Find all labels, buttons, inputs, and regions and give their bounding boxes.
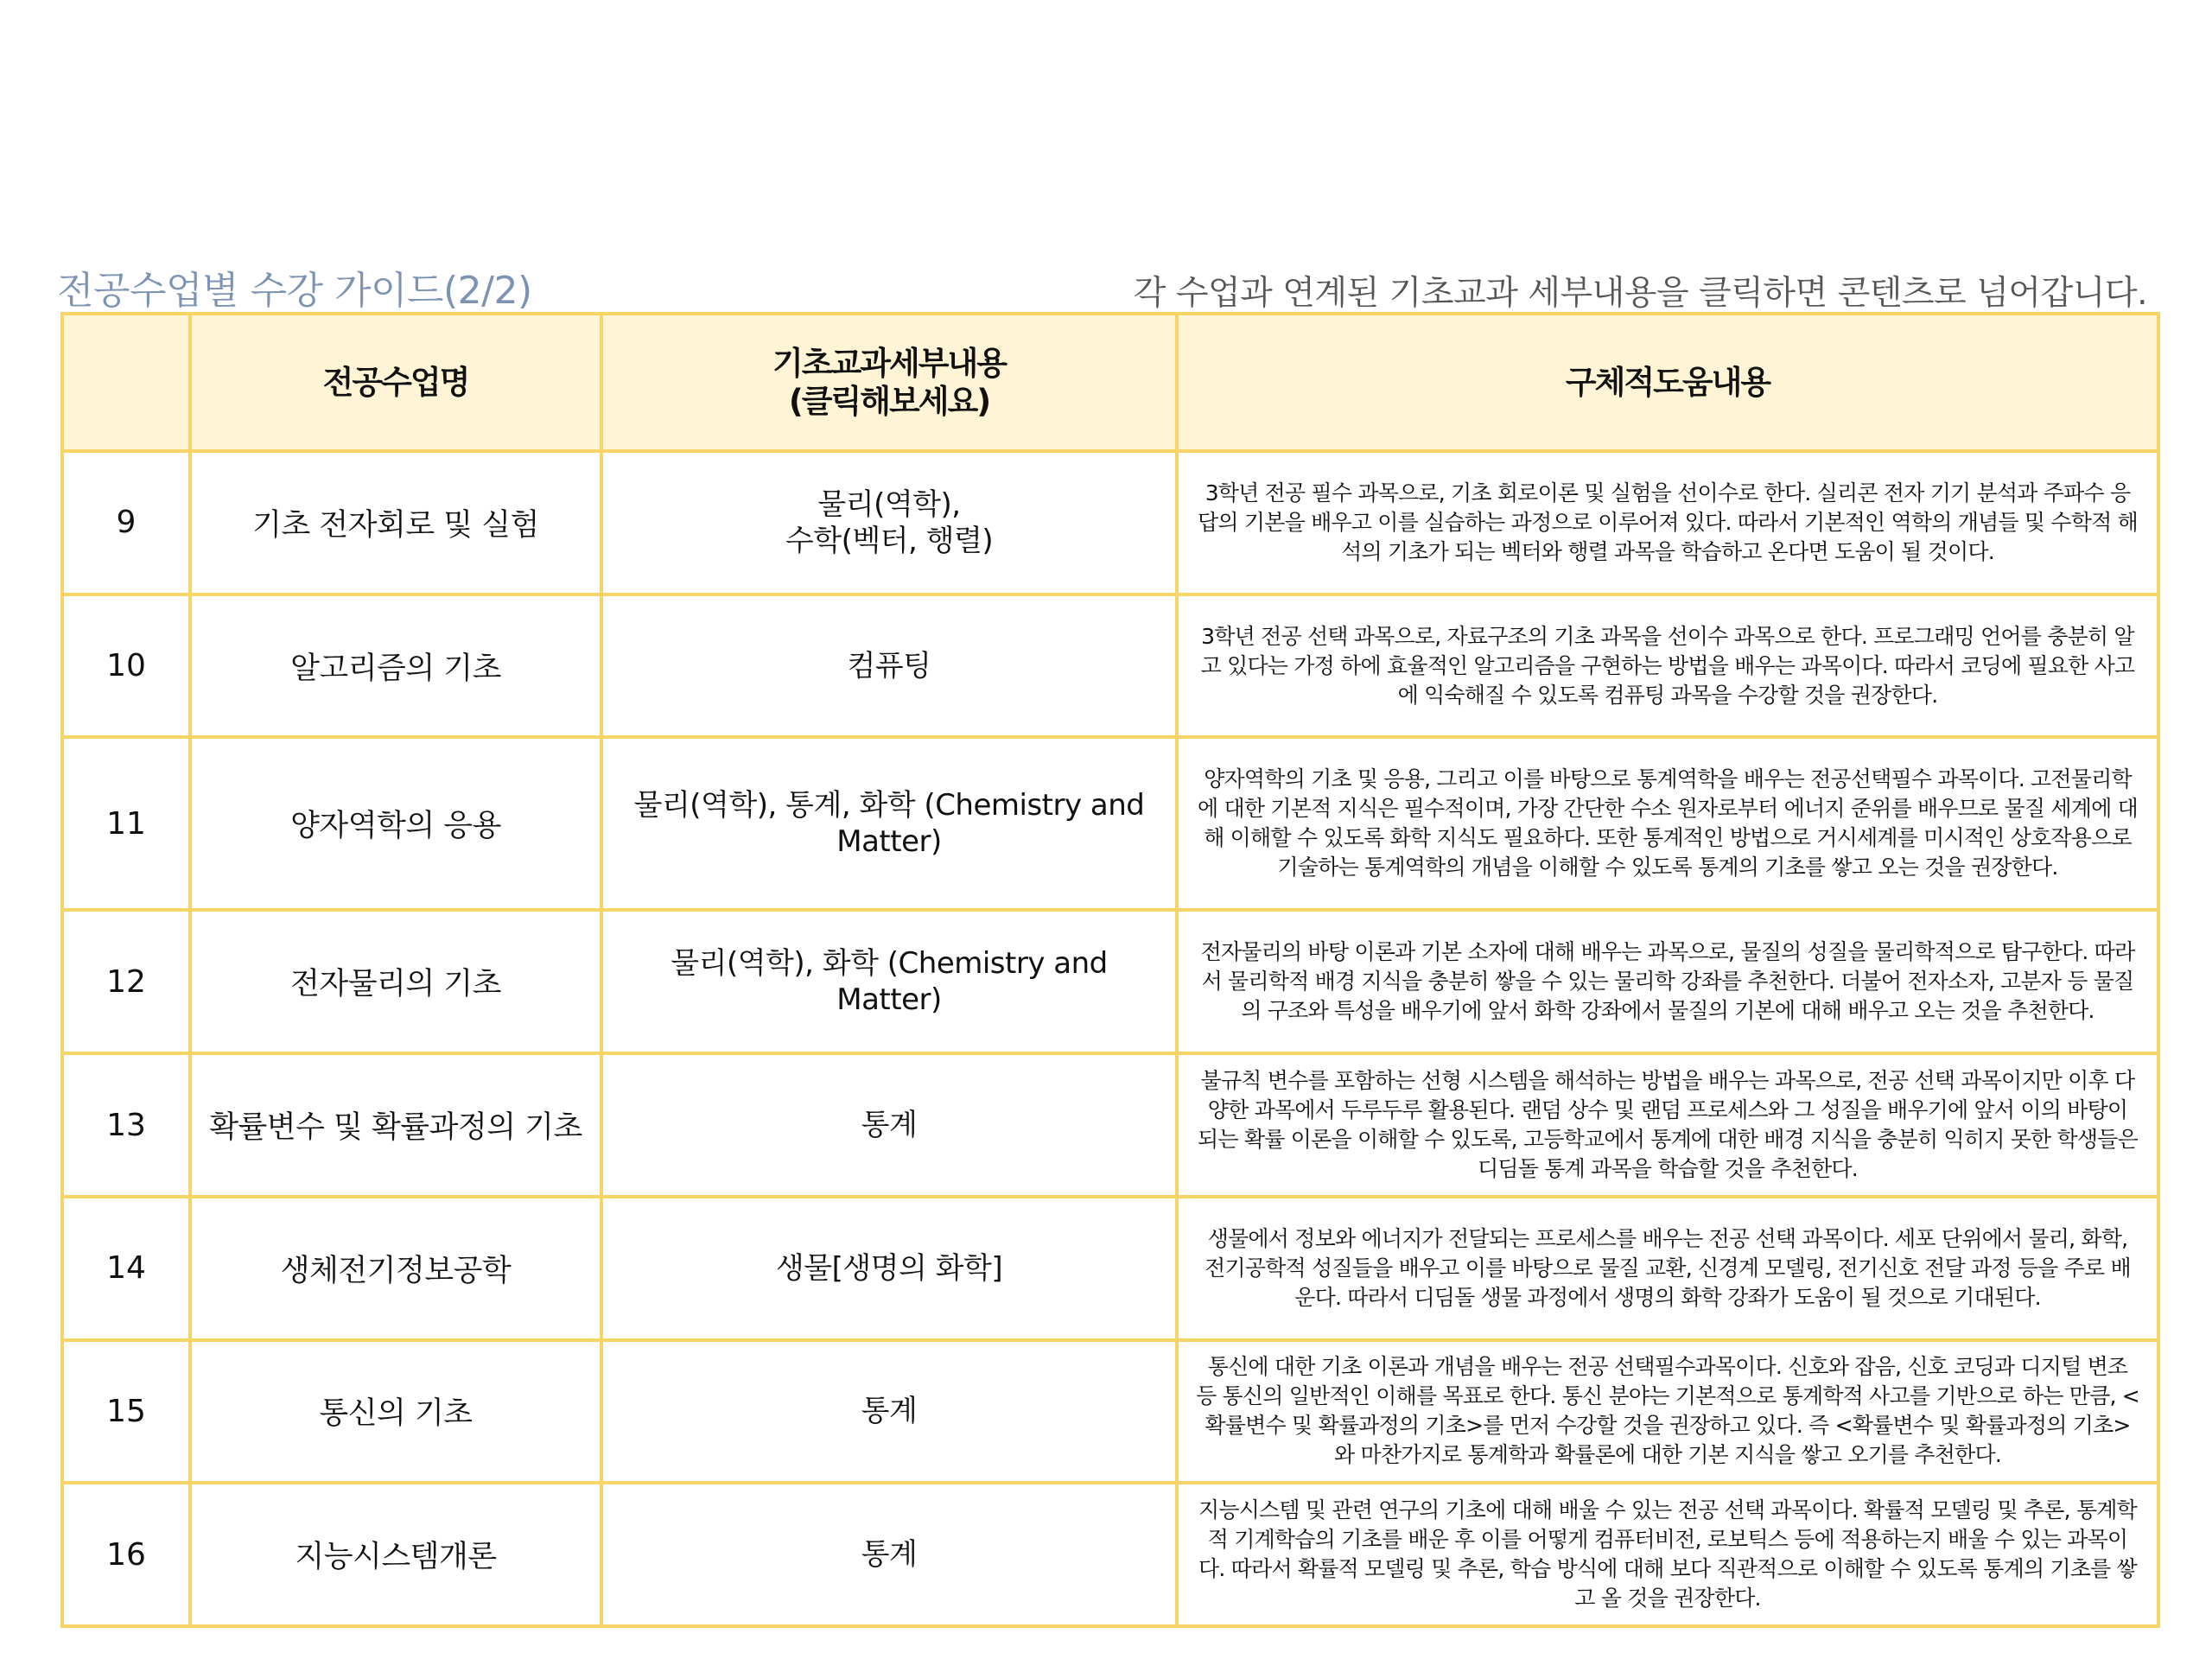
course-name: 확률변수 및 확률과정의 기초	[190, 1053, 601, 1197]
header-course: 전공수업명	[190, 314, 601, 451]
table-row	[62, 1483, 2158, 1626]
help-description: 통신에 대한 기초 이론과 개념을 배우는 전공 선택필수과목이다. 신호와 잡음, 신호 코딩과 디지털 변조 등 통신의 일반적인 이해를 목표로 한다. 통신 분야는 기본적으로 통계학적 사고를 기반으로 하는 만큼, <확률변수 및 확률과정의 기초>를 먼저 수강할 것을 권장하고 있다. 즉 <확률변수 및 확률과정의 기초>와 마찬가지로 통계학과 확률론에 대한 기본 지식을 쌓고 오기를 추천한다.	[1177, 1340, 2158, 1484]
guide-table-container	[60, 312, 2160, 1628]
help-description: 3학년 전공 필수 과목으로, 기초 회로이론 및 실험을 선이수로 한다. 실리콘 전자 기기 분석과 주파수 응답의 기본을 배우고 이를 실습하는 과정으로 이루어져 있다. 따라서 기본적인 역학의 개념들 및 수학적 해석의 기초가 되는 벡터와 행렬 과목을 학습하고 온다면 도움이 될 것이다.	[1177, 451, 2158, 594]
table-row	[62, 737, 2158, 910]
course-name: 지능시스템개론	[190, 1483, 601, 1626]
course-name: 전자물리의 기초	[190, 910, 601, 1053]
basic-subject-link[interactable]: 통계	[601, 1053, 1177, 1197]
row-number: 11	[62, 737, 190, 910]
header-basic-line2: (클릭해보세요)	[788, 382, 990, 420]
help-description: 지능시스템 및 관련 연구의 기초에 대해 배울 수 있는 전공 선택 과목이다. 확률적 모델링 및 추론, 통계학적 기계학습의 기초를 배운 후 이를 어떻게 컴퓨터비전, 로보틱스 등에 적용하는지 배울 수 있는 과목이다. 따라서 확률적 모델링 및 추론, 학습 방식에 대해 보다 직관적으로 이해할 수 있도록 통계의 기초를 쌓고 올 것을 권장한다.	[1177, 1483, 2158, 1626]
table-row	[62, 910, 2158, 1053]
help-description: 3학년 전공 선택 과목으로, 자료구조의 기초 과목을 선이수 과목으로 한다. 프로그래밍 언어를 충분히 알고 있다는 가정 하에 효율적인 알고리즘을 구현하는 방법을 배우는 과목이다. 따라서 코딩에 필요한 사고에 익숙해질 수 있도록 컴퓨팅 과목을 수강할 것을 권장한다.	[1177, 594, 2158, 738]
table-header-row	[62, 314, 2158, 451]
course-name: 양자역학의 응용	[190, 737, 601, 910]
row-number: 10	[62, 594, 190, 738]
help-description: 전자물리의 바탕 이론과 기본 소자에 대해 배우는 과목으로, 물질의 성질을 물리학적으로 탐구한다. 따라서 물리학적 배경 지식을 충분히 쌓을 수 있는 물리학 강좌를 추천한다. 더불어 전자소자, 고분자 등 물질의 구조와 특성을 배우기에 앞서 화학 강좌에서 물질의 기본에 대해 배우고 오는 것을 추천한다.	[1177, 910, 2158, 1053]
row-number: 14	[62, 1197, 190, 1340]
course-name: 생체전기정보공학	[190, 1197, 601, 1340]
course-name: 기초 전자회로 및 실험	[190, 451, 601, 594]
basic-subject-link[interactable]: 생물[생명의 화학]	[601, 1197, 1177, 1340]
basic-subject-link[interactable]: 물리(역학), 화학 (Chemistry and Matter)	[601, 910, 1177, 1053]
basic-subject-link[interactable]: 통계	[601, 1483, 1177, 1626]
table-row	[62, 1197, 2158, 1340]
table-row	[62, 594, 2158, 738]
table-row	[62, 1340, 2158, 1484]
row-number: 16	[62, 1483, 190, 1626]
table-row	[62, 1053, 2158, 1197]
row-number: 15	[62, 1340, 190, 1484]
basic-subject-link[interactable]: 물리(역학), 수학(벡터, 행렬)	[601, 451, 1177, 594]
row-number: 9	[62, 451, 190, 594]
basic-subject-link[interactable]: 통계	[601, 1340, 1177, 1484]
table-row	[62, 451, 2158, 594]
header-help: 구체적도움내용	[1177, 314, 2158, 451]
basic-subject-link[interactable]: 컴퓨팅	[601, 594, 1177, 738]
help-description: 생물에서 정보와 에너지가 전달되는 프로세스를 배우는 전공 선택 과목이다. 세포 단위에서 물리, 화학, 전기공학적 성질들을 배우고 이를 바탕으로 물질 교환, 신경계 모델링, 전기신호 전달 과정 등을 주로 배운다. 따라서 디딤돌 생물 과정에서 생명의 화학 강좌가 도움이 될 것으로 기대된다.	[1177, 1197, 2158, 1340]
course-name: 알고리즘의 기초	[190, 594, 601, 738]
header-basic-line1: 기초교과세부내용	[772, 344, 1006, 382]
help-description: 불규칙 변수를 포함하는 선형 시스템을 해석하는 방법을 배우는 과목으로, 전공 선택 과목이지만 이후 다양한 과목에서 두루두루 활용된다. 랜덤 상수 및 랜덤 프로세스와 그 성질을 배우기에 앞서 이의 바탕이 되는 확률 이론을 이해할 수 있도록, 고등학교에서 통계에 대한 배경 지식을 충분히 익히지 못한 학생들은 디딤돌 통계 과목을 학습할 것을 추천한다.	[1177, 1053, 2158, 1197]
page-note: 각 수업과 연계된 기초교과 세부내용을 클릭하면 콘텐츠로 넘어갑니다.	[1133, 274, 2147, 313]
row-number: 12	[62, 910, 190, 1053]
header-basic	[601, 314, 1177, 451]
guide-table	[60, 312, 2160, 1628]
row-number: 13	[62, 1053, 190, 1197]
basic-subject-link[interactable]: 물리(역학), 통계, 화학 (Chemistry and Matter)	[601, 737, 1177, 910]
page-title: 전공수업별 수강 가이드(2/2)	[57, 269, 532, 313]
course-name: 통신의 기초	[190, 1340, 601, 1484]
help-description: 양자역학의 기초 및 응용, 그리고 이를 바탕으로 통계역학을 배우는 전공선택필수 과목이다. 고전물리학에 대한 기본적 지식은 필수적이며, 가장 간단한 수소 원자로부터 에너지 준위를 배우므로 물질 세계에 대해 이해할 수 있도록 화학 지식도 필요하다. 또한 통계적인 방법으로 거시세계를 미시적인 상호작용으로 기술하는 통계역학의 개념을 이해할 수 있도록 통계의 기초를 쌓고 오는 것을 권장한다.	[1177, 737, 2158, 910]
header-num	[62, 314, 190, 451]
